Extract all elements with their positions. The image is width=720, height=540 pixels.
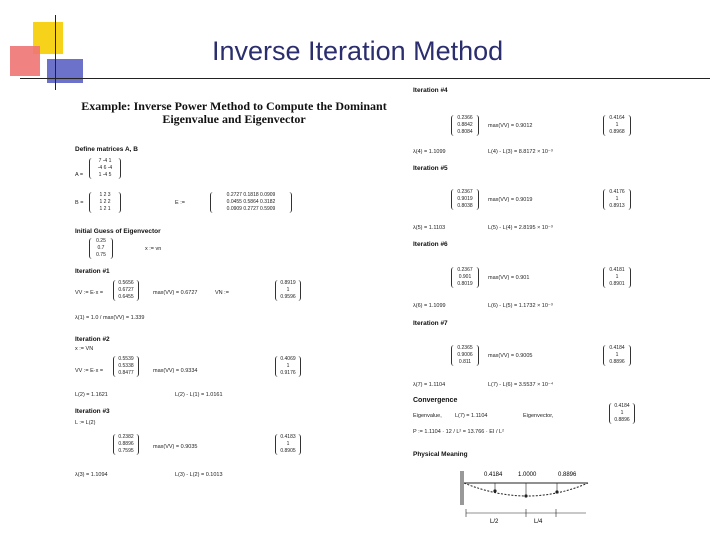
iter2-assign: x := VN [75,346,94,352]
a-label: A = [75,172,84,178]
beam-dim-half: L/2 [490,519,499,525]
define-label: Define matrices A, B [75,146,138,153]
iter4-vv-vector: 0.2366 0.8842 0.8084 [451,115,479,136]
beam-value-b: 1.0000 [518,472,537,478]
example-heading [75,100,393,126]
iteration-3-label: Iteration #3 [75,408,110,415]
iter4-err: L(4) - L(3) = 8.8172 × 10⁻³ [488,149,553,155]
matrix-b: 1 2 3 1 2 2 1 2 1 [89,192,121,213]
iter7-vn-vector: 0.4184 1 0.8896 [603,345,631,366]
iter3-lambda: λ(3) = 1.1094 [75,472,108,478]
iter7-vv-vector: 0.2365 0.9006 0.811 [451,345,479,366]
guess-vector: 0.25 0.7 0.75 [89,238,113,259]
left-column [75,100,393,530]
iter3-err: L(3) - L(2) = 0.1013 [175,472,223,478]
example-heading-line1: Example: Inverse Power Method to Compute the Dominant [81,99,387,113]
iter6-max: max(VV) = 0.901 [488,275,530,281]
iter6-vv-vector: 0.2367 0.901 0.8019 [451,267,479,288]
iter2-err: L(2) - L(1) = 1.0161 [175,392,223,398]
eigenvector-label: Eigenvector, [523,413,554,419]
iter7-max: max(VV) = 0.9005 [488,353,533,359]
decor-red-square [10,46,40,76]
iter2-vn-vector: 0.4069 1 0.9176 [275,356,301,377]
iter7-lambda: λ(7) = 1.1104 [413,382,446,388]
iter1-lambda: λ(1) = 1.0 / max(VV) = 1.339 [75,315,145,321]
iteration-2-label: Iteration #2 [75,336,110,343]
iter7-err: L(7) - L(6) = 3.5537 × 10⁻⁴ [488,382,554,388]
iter3-vn-vector: 0.4183 1 0.8905 [275,434,301,455]
example-heading-line2: Eigenvalue and Eigenvector [162,112,306,126]
iter5-max: max(VV) = 0.9019 [488,197,533,203]
slide-title: Inverse Iteration Method [212,36,504,66]
b-label: B = [75,200,84,206]
iter1-max: max(VV) = 0.6727 [153,290,198,296]
iter2-max: max(VV) = 0.9334 [153,368,198,374]
convergence-label: Convergence [413,397,458,404]
left-support [460,471,464,505]
iter1-vn-vector: 0.8919 1 0.9596 [275,280,301,301]
iter5-vv-vector: 0.2367 0.9019 0.8038 [451,189,479,210]
iteration-5-label: Iteration #5 [413,165,448,172]
iter3-max: max(VV) = 0.9035 [153,444,198,450]
iter1-vv-vector: 0.5656 0.6727 0.6455 [113,280,139,301]
beam-value-a: 0.4184 [484,472,503,478]
beam-dim-quarter: L/4 [534,519,543,525]
iter5-vn-vector: 0.4176 1 0.8913 [603,189,631,210]
iter2-lambda: L(2) = 1.1621 [75,392,108,398]
iter6-vn-vector: 0.4181 1 0.8901 [603,267,631,288]
beam-diagram [458,463,598,527]
iteration-1-label: Iteration #1 [75,268,110,275]
eigenvalue-value: L(7) = 1.1104 [455,413,488,419]
iter5-err: L(5) - L(4) = 2.8195 × 10⁻³ [488,225,553,231]
iter2-vv-vector: 0.5539 0.5338 0.8477 [113,356,139,377]
iter2-vv: VV := E·x = [75,368,104,374]
decor-blue-square [47,59,83,83]
physical-meaning-label: Physical Meaning [413,451,468,458]
matrix-a: 7 -4 1 -4 6 -4 1 -4 5 [89,158,121,179]
iteration-4-label: Iteration #4 [413,87,448,94]
iter1-vv: VV := E·x = [75,290,104,296]
critical-load-formula: P := 1.1104 · 12 / L² = 13.766 · EI / L² [413,429,504,435]
iter5-lambda: λ(5) = 1.1103 [413,225,446,231]
iter1-vn: VN := [215,290,229,296]
e-label: E := [175,200,185,206]
iter4-max: max(VV) = 0.9012 [488,123,533,129]
right-column [413,85,713,530]
eigenvalue-label: Eigenvalue, [413,413,442,419]
guess-label: Initial Guess of Eigenvector [75,228,161,235]
eigenvector-vector: 0.4184 1 0.8896 [609,403,635,424]
matrix-e: 0.2727 0.1818 0.0909 0.0455 0.5864 0.3182 0.0909 0.2727 0.5909 [210,192,292,213]
iteration-6-label: Iteration #6 [413,241,448,248]
iter4-lambda: λ(4) = 1.1099 [413,149,446,155]
title-underline [20,78,710,79]
guess-assign: x := vn [145,246,162,252]
iter3-vv-vector: 0.2382 0.8896 0.7595 [113,434,139,455]
beam-value-c: 0.8896 [558,472,577,478]
iteration-7-label: Iteration #7 [413,320,448,327]
iter4-vn-vector: 0.4164 1 0.8968 [603,115,631,136]
iter6-err: L(6) - L(5) = 1.1732 × 10⁻³ [488,303,553,309]
iter6-lambda: λ(6) = 1.1099 [413,303,446,309]
iter3-assign: L := L(2) [75,420,96,426]
